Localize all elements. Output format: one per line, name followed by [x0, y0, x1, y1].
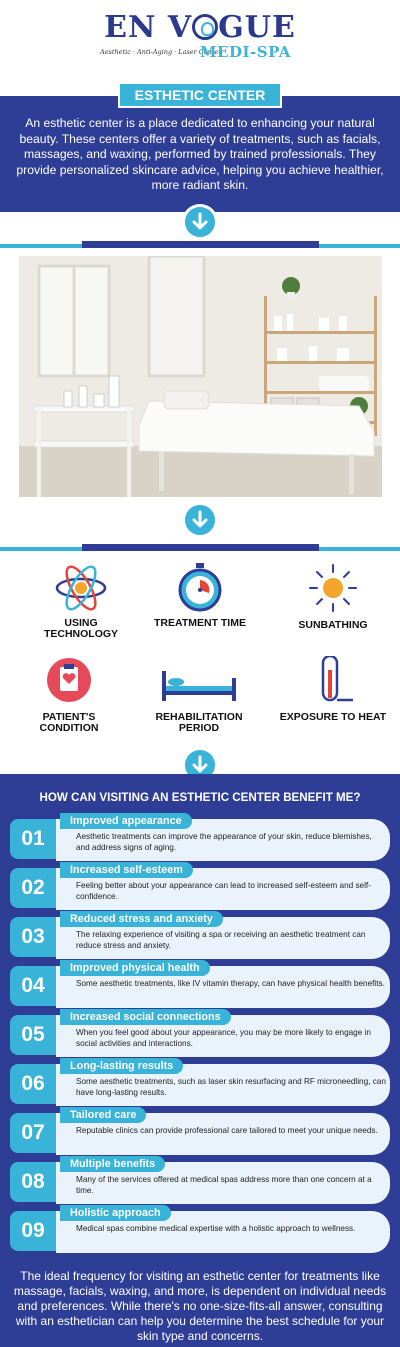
benefit-item: [10, 1156, 392, 1204]
factor-sunbathing: [278, 562, 388, 631]
atom-icon: [51, 562, 111, 614]
factor-technology: [26, 562, 136, 640]
benefit-text: Medical spas combine medical expertise with a holistic approach to wellness.: [76, 1224, 356, 1233]
factor-treatment-time: [145, 562, 255, 629]
clipboard-heart-icon: [39, 656, 99, 708]
hospital-bed-icon: [154, 656, 244, 708]
factor-exposure-heat: [278, 656, 388, 723]
benefit-heading: Improved appearance: [60, 813, 192, 829]
benefit-text: When you feel good about your appearance, you may be more likely to engage in social activities and interactions.: [76, 1028, 371, 1048]
benefit-heading: Long-lasting results: [60, 1058, 183, 1074]
brand-subtitle: MEDI-SPA: [200, 43, 291, 61]
factor-label: PATIENT'S CONDITION: [39, 711, 99, 734]
benefit-number: 01: [10, 819, 56, 859]
factor-patient-condition: [14, 656, 124, 734]
brand-tagline: Aesthetic · Anti-Aging · Laser Center: [100, 48, 222, 56]
benefit-text: Many of the services offered at medical spas address more than one concern at a time.: [76, 1175, 372, 1195]
factor-label: REHABILITATION PERIOD: [155, 711, 243, 734]
footer-text: The ideal frequency for visiting an esthetic center for treatments like massage, facials, waxing, and more, is dependent on individual needs and preferences. While there's no one-size-fits-all answer, consulting with an esthetician can help you determine the best schedule for your skin type and concerns.: [13, 1269, 387, 1343]
divider-bar: [82, 544, 319, 551]
factor-label: EXPOSURE TO HEAT: [279, 711, 387, 723]
benefit-number: 06: [10, 1064, 56, 1104]
benefit-item: [10, 1205, 392, 1253]
benefit-number: 05: [10, 1015, 56, 1055]
benefit-heading: Tailored care: [60, 1107, 146, 1123]
benefit-item: [10, 1009, 392, 1057]
logo-emblem-icon: [192, 14, 218, 40]
benefit-heading: Improved physical health: [60, 960, 210, 976]
benefits-title: HOW CAN VISITING AN ESTHETIC CENTER BENEFIT ME?: [24, 786, 376, 808]
benefit-number: 07: [10, 1113, 56, 1153]
benefit-item: [10, 960, 392, 1008]
divider-bar: [82, 241, 319, 248]
benefit-number: 09: [10, 1211, 56, 1251]
factor-label: TREATMENT TIME: [154, 617, 246, 629]
intro-title: ESTHETIC CENTER: [118, 82, 282, 108]
benefit-heading: Multiple benefits: [60, 1156, 165, 1172]
benefit-heading: Increased social connections: [60, 1009, 231, 1025]
benefit-number: 08: [10, 1162, 56, 1202]
benefit-text: Reputable clinics can provide professional care tailored to meet your unique needs.: [76, 1126, 378, 1135]
thermometer-icon: [303, 656, 363, 708]
down-arrow-icon: [182, 502, 218, 538]
benefit-item: [10, 813, 392, 861]
benefit-text: Aesthetic treatments can improve the appearance of your skin, reduce blemishes, and address signs of aging.: [76, 832, 372, 852]
benefit-number: 02: [10, 868, 56, 908]
benefit-number: 04: [10, 966, 56, 1006]
benefit-heading: Increased self-esteem: [60, 862, 193, 878]
benefit-text: Some aesthetic treatments, like IV vitamin therapy, can have physical health benefits.: [76, 979, 385, 988]
factor-label: USING TECHNOLOGY: [43, 617, 119, 640]
benefit-text: The relaxing experience of visiting a spa or receiving an aesthetic treatment can reduce stress and anxiety.: [76, 930, 366, 950]
brand-name: [0, 10, 400, 45]
brand-logo: [0, 0, 400, 70]
benefit-text: Feeling better about your appearance can lead to increased self-esteem and self-confidence.: [76, 881, 371, 901]
intro-text: An esthetic center is a place dedicated to enhancing your natural beauty. These centers offer a variety of treatments, such as facials, massages, and waxing, performed by trained professionals. They provide personalized skincare advice, helping you achieve healthier, more radiant skin.: [16, 116, 384, 192]
benefit-item: [10, 1107, 392, 1155]
brand-name-part1: EN V: [104, 10, 193, 45]
factor-rehabilitation: [144, 656, 254, 734]
benefit-item: [10, 911, 392, 959]
sun-icon: [303, 562, 363, 614]
stopwatch-icon: [170, 562, 230, 614]
benefit-heading: Holistic approach: [60, 1205, 171, 1221]
benefit-text: Some aesthetic treatments, such as laser skin resurfacing and RF microneedling, can have long-lasting results.: [76, 1077, 386, 1097]
down-arrow-icon: [182, 204, 218, 240]
benefit-heading: Reduced stress and anxiety: [60, 911, 223, 927]
benefit-item: [10, 1058, 392, 1106]
brand-name-part2: GUE: [218, 10, 296, 45]
benefit-number: 03: [10, 917, 56, 957]
treatment-room-photo: [19, 256, 382, 497]
factor-label: SUNBATHING: [298, 619, 368, 631]
benefit-item: [10, 862, 392, 910]
